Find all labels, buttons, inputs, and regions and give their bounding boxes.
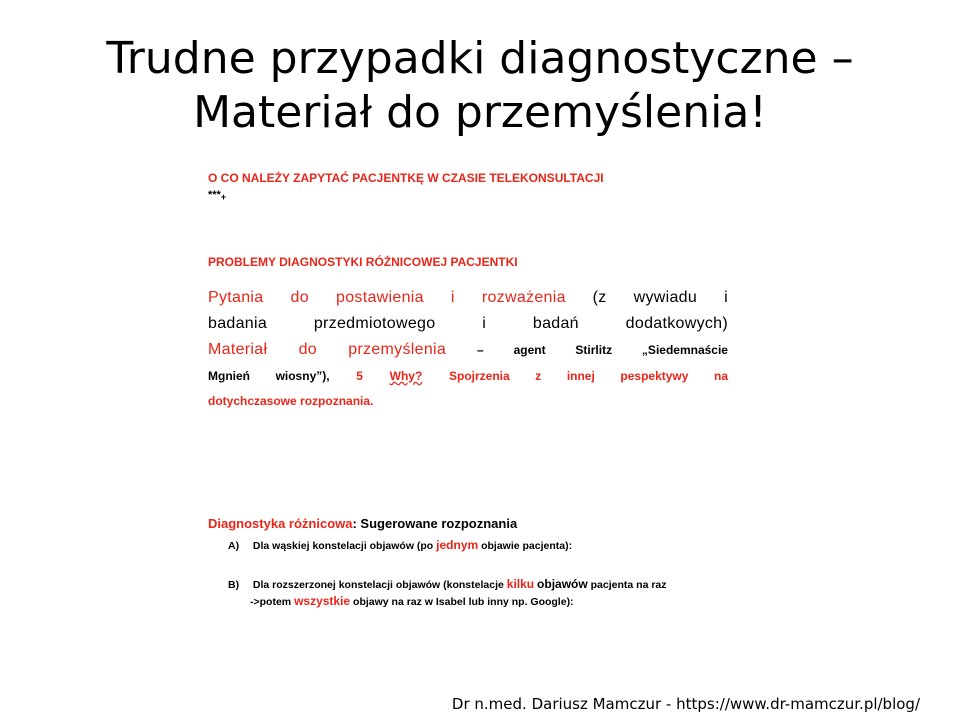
diagnosis-item-a [228,537,738,554]
footer-credit: Dr n.med. Dariusz Mamczur - https://www.dr-mamczur.pl/blog/ [451,695,920,713]
slide-title [40,32,920,140]
item-b2-text2: objawy na raz w Isabel lub inny np. Google): [353,596,574,608]
para-l3-red: Materiał do przemyślenia [208,341,447,358]
item-a-text1: Dla wąskiej konstelacji objawów (po [252,540,434,552]
item-b-text1: Dla rozszerzonej konstelacji objawów (konstelacje [252,579,504,591]
diagnosis-title-red: Diagnostyka różnicowa [208,516,353,531]
para-l4-rest: Spojrzenia z innej pespektywy na [449,369,728,383]
content-block [208,170,728,413]
para-l4-why: Why? [389,369,423,383]
para-l5-red: dotychczasowe rozpoznania. [208,394,374,408]
diagnosis-title-black: : Sugerowane rozpoznania [352,516,518,531]
para-l2: badania przedmiotowego i badań dodatkowych) [208,315,728,332]
item-b-red: kilku [506,577,535,591]
item-b2-text1: ->potem [250,596,292,608]
para-l4-num: 5 [356,369,363,383]
diagnosis-item-b [228,576,738,593]
para-l3-black: – agent Stirlitz „Siedemnaście [477,343,728,357]
item-a-label: A) [228,540,240,552]
diagnosis-item-b-continued [250,593,738,610]
para-line-2 [208,311,728,337]
para-line-4 [208,363,728,389]
stars-text: *** [208,189,221,201]
slide-title-line1: Trudne przypadki diagnostyczne – [106,33,854,84]
diagnosis-title [208,515,738,533]
section-heading: PROBLEMY DIAGNOSTYKI RÓŻNICOWEJ PACJENTKI [208,255,518,269]
slide-title-line2: Materiał do przemyślenia! [193,87,767,138]
question-heading: O CO NALEŻY ZAPYTAĆ PACJENTKĘ W CZASIE TELEKONSULTACJI [208,171,604,185]
para-line-1 [208,285,728,311]
item-b-text2: pacjenta na raz [590,579,667,591]
questions-paragraph [208,285,728,413]
item-a-red: jednym [436,538,479,552]
para-l1-red: Pytania do postawienia i rozważenia [208,289,566,306]
para-line-5 [208,389,728,413]
stars-suffix: + [220,192,227,202]
item-b-label: B) [228,579,240,591]
item-a-text2: objawie pacjenta): [481,540,573,552]
item-b-mid: objawów [537,577,588,591]
differential-diagnosis-block [208,515,738,610]
para-l1-black: (z wywiadu i [592,289,729,306]
stars-line [208,188,728,204]
para-l4-black: Mgnień wiosny”), [208,369,330,383]
para-line-3 [208,337,728,363]
item-b2-red: wszystkie [294,594,351,608]
